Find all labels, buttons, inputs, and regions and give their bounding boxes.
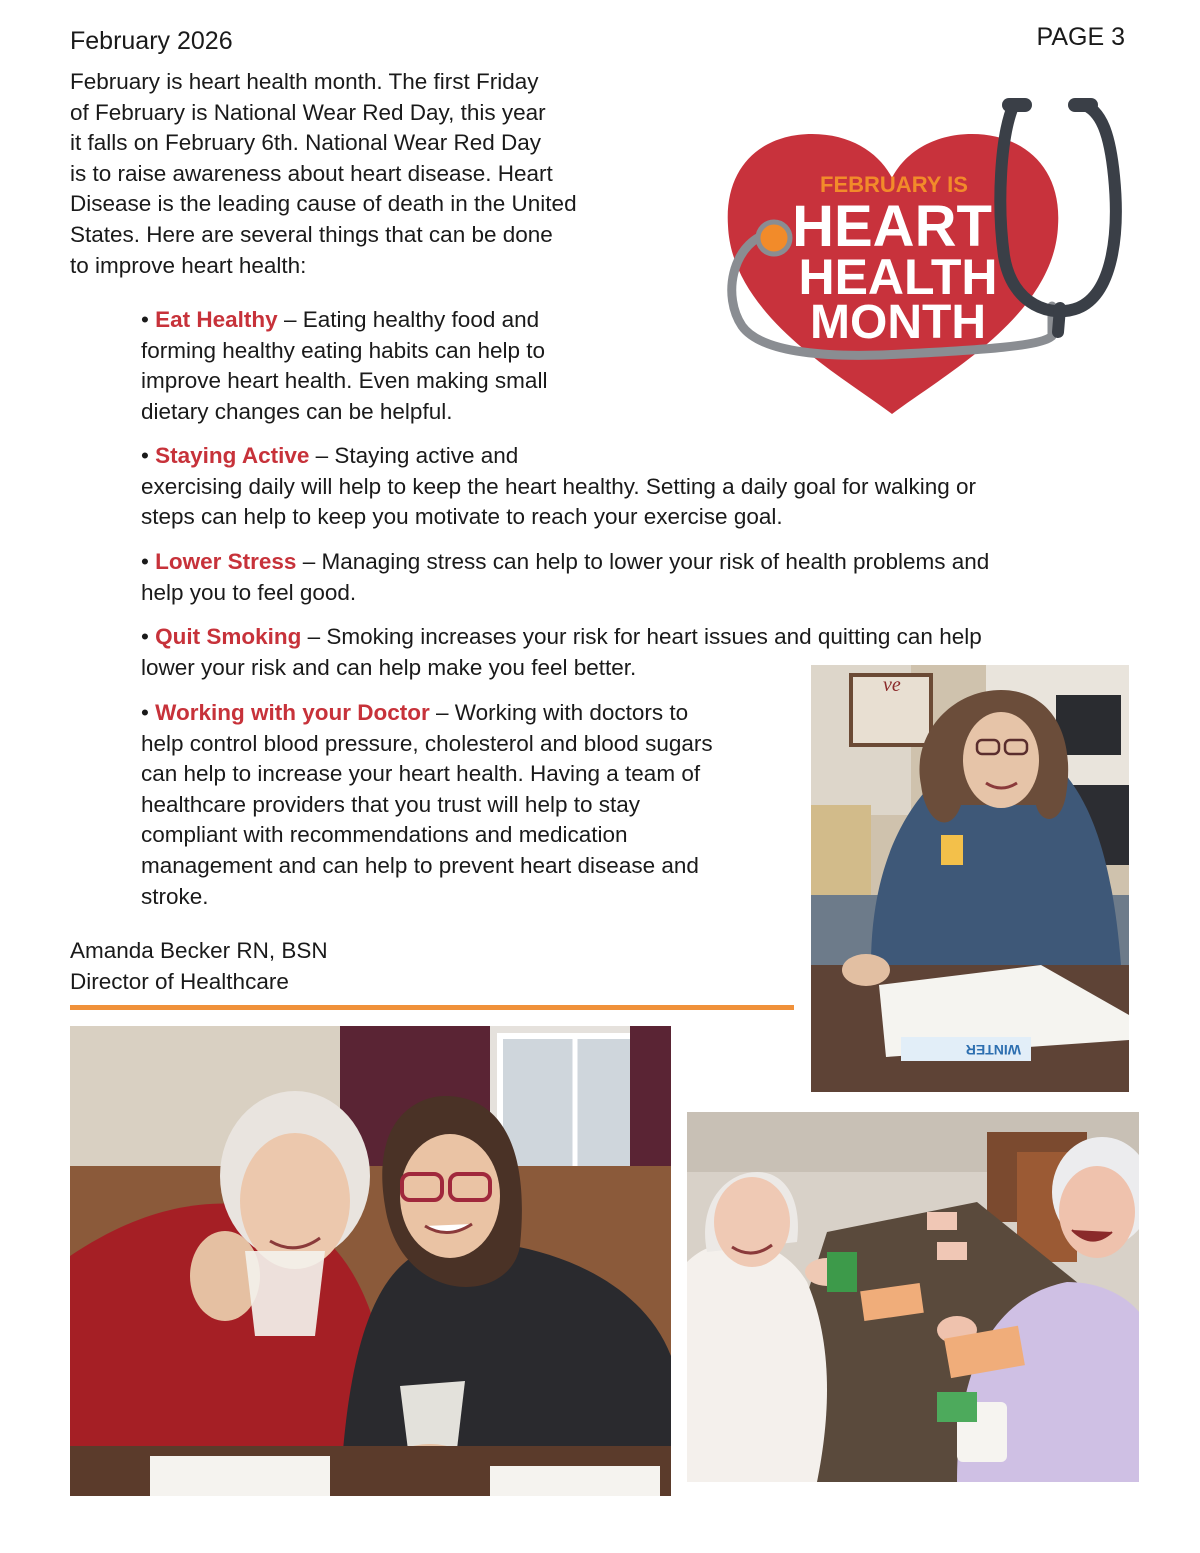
bullet-text: – Managing stress can help to lower your risk of health problems and [296,549,990,574]
intro-line: February is heart health month. The first Friday [70,69,539,94]
bullet-title: Lower Stress [155,549,297,574]
section-divider [70,1005,794,1010]
heart-health-month-logo [722,96,1122,418]
bullet-text: forming healthy eating habits can help to [141,337,546,363]
bullet-title: Quit Smoking [155,624,302,649]
bullet-text: management and can help to prevent heart disease and [141,852,699,878]
intro-line: to improve heart health: [70,252,307,278]
photo-residents-toast [70,1026,671,1496]
intro-line: is to raise awareness about heart disease. Heart [70,160,553,186]
intro-line: of February is National Wear Red Day, this year [70,99,546,125]
newsletter-date: February 2026 [70,27,233,55]
bullet-text: – Eating healthy food and [277,307,540,332]
bullet-eat-healthy: • Eat Healthy – Eating healthy food and forming healthy eating habits can help to improve heart health. Even making small dietary changes can be helpful. [141,305,611,427]
logo-line3: HEALTH [798,249,998,305]
bullet-text: healthcare providers that you trust will help to stay [141,791,640,817]
intro-line: Disease is the leading cause of death in the United [70,191,577,217]
bullet-text: lower your risk and can help make you feel better. [141,654,637,680]
wall-lettering: ve [883,674,901,696]
photo-residents-bingo [687,1112,1139,1482]
bullet-text: – Working with doctors to [429,700,689,725]
bullet-working-with-doctor: • Working with your Doctor – Working with doctors to help control blood pressure, cholesterol and blood sugars can help to increase your heart health. Having a team of healthcare providers that you trust will help to stay compliant with recommendations and medication management and can help to prevent heart disease and stroke. [141,698,801,912]
bullet-quit-smoking: • Quit Smoking – Smoking increases your risk for heart issues and quitting can help lower your risk and can help make you feel better. [141,622,1141,683]
author-signature [70,935,328,997]
bullet-text: – Smoking increases your risk for heart issues and quitting can help [301,624,982,649]
bullet-text: – Staying active and [309,443,519,468]
logo-line2: HEART [792,194,992,259]
bullet-text: dietary changes can be helpful. [141,398,453,424]
bullet-text: stroke. [141,883,209,909]
bullet-title: Working with your Doctor [155,700,430,725]
logo-line1: FEBRUARY IS [820,172,968,197]
author-role: Director of Healthcare [70,969,289,994]
bullet-text: help you to feel good. [141,579,357,605]
bullet-title: Staying Active [155,443,310,468]
bullet-text: help control blood pressure, cholesterol and blood sugars [141,730,713,756]
bullet-staying-active: • Staying Active – Staying active and exercising daily will help to keep the heart healthy. Setting a daily goal for walking or steps can help to keep you motivate to reach your exercise goal. [141,441,1121,533]
bullet-title: Eat Healthy [155,307,278,332]
intro-line: it falls on February 6th. National Wear Red Day [70,130,542,156]
bullet-text: compliant with recommendations and medication [141,822,628,848]
bullet-text: improve heart health. Even making small [141,368,548,394]
page-number: PAGE 3 [1036,23,1125,51]
bullet-text: steps can help to keep you motivate to reach your exercise goal. [141,504,783,530]
intro-line: States. Here are several things that can be done [70,221,553,247]
bullet-lower-stress: • Lower Stress – Managing stress can help to lower your risk of health problems and help you to feel good. [141,547,1141,608]
worksheet-word: WINTER [965,1042,1021,1058]
bullet-text: exercising daily will help to keep the heart healthy. Setting a daily goal for walking or [141,473,977,499]
logo-line4: MONTH [810,296,986,349]
photo-resident-worksheet [811,665,1129,1092]
bullet-text: can help to increase your heart health. Having a team of [141,761,701,787]
author-name: Amanda Becker RN, BSN [70,938,328,963]
intro-paragraph [70,67,660,281]
